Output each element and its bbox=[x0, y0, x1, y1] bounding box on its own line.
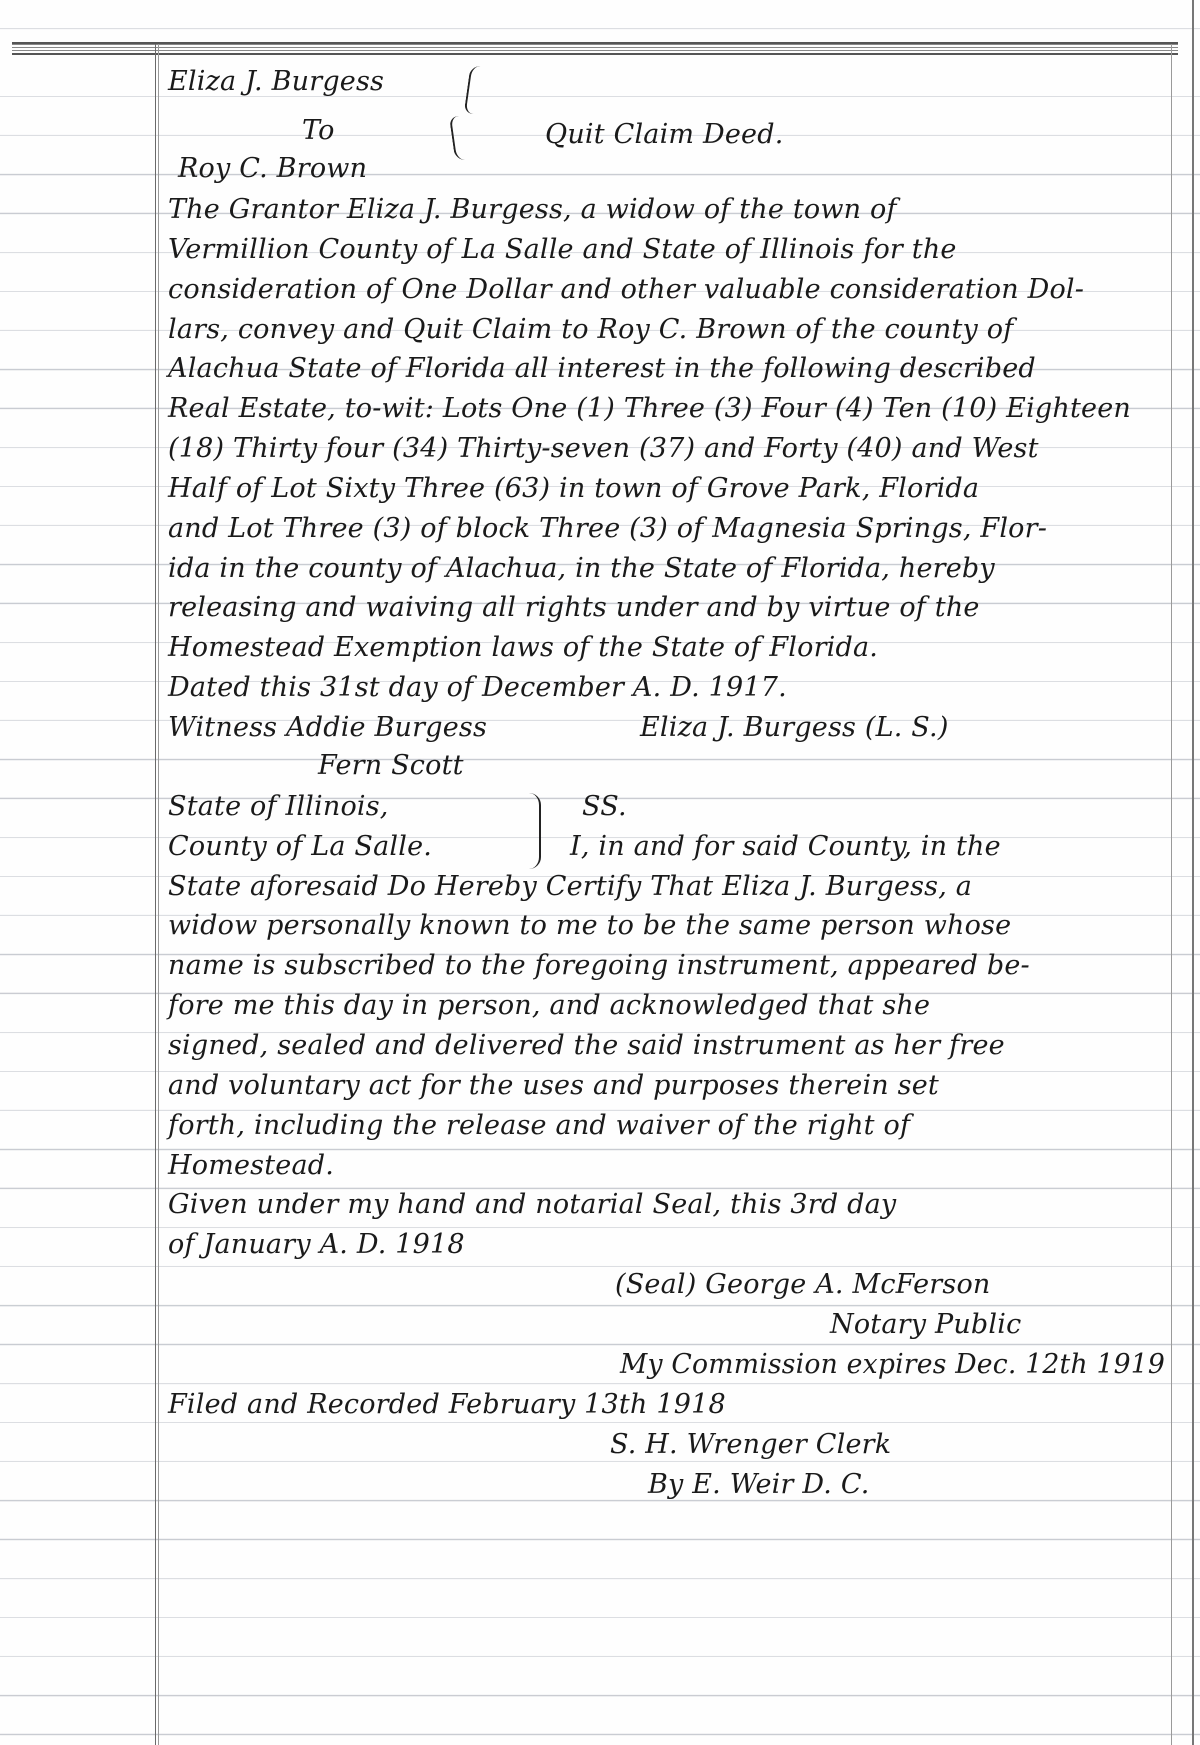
venue-county: County of La Salle. bbox=[168, 831, 433, 862]
grantee-name: Roy C. Brown bbox=[178, 153, 368, 184]
ack-line-3: widow personally known to me to be the same person whose bbox=[168, 910, 1012, 941]
body-line-6: Real Estate, to-wit: Lots One (1) Three (3) Four (4) Ten (10) Eighteen bbox=[168, 393, 1131, 424]
filed-recorded-line: Filed and Recorded February 13th 1918 bbox=[168, 1389, 726, 1420]
body-line-1: The Grantor Eliza J. Burgess, a widow of the town of bbox=[168, 194, 897, 225]
body-line-5: Alachua State of Florida all interest in the following described bbox=[168, 353, 1036, 384]
ack-line-5: fore me this day in person, and acknowledged that she bbox=[168, 990, 931, 1021]
top-rule bbox=[12, 42, 1178, 55]
header-brace-top bbox=[464, 66, 487, 114]
ss-label: SS. bbox=[582, 791, 627, 822]
left-margin-line bbox=[155, 44, 156, 1745]
body-line-10: ida in the county of Alachua, in the State of Florida, hereby bbox=[168, 553, 995, 584]
clerk-signature: S. H. Wrenger Clerk bbox=[610, 1429, 892, 1460]
ack-line-4: name is subscribed to the foregoing instrument, appeared be- bbox=[168, 950, 1030, 981]
ack-line-1: I, in and for said County, in the bbox=[570, 831, 1001, 862]
body-line-11: releasing and waiving all rights under and by virtue of the bbox=[168, 592, 980, 623]
deputy-signature: By E. Weir D. C. bbox=[648, 1469, 870, 1500]
body-line-12: Homestead Exemption laws of the State of Florida. bbox=[168, 632, 879, 663]
venue-state: State of Illinois, bbox=[168, 791, 389, 822]
body-line-7: (18) Thirty four (34) Thirty-seven (37) and Forty (40) and West bbox=[168, 433, 1039, 464]
witness-line: Witness Addie Burgess bbox=[168, 712, 487, 743]
body-line-2: Vermillion County of La Salle and State of Illinois for the bbox=[168, 234, 957, 265]
header-brace-bottom bbox=[449, 116, 471, 160]
body-line-4: lars, convey and Quit Claim to Roy C. Brown of the county of bbox=[168, 314, 1014, 345]
body-line-8: Half of Lot Sixty Three (63) in town of Grove Park, Florida bbox=[168, 473, 980, 504]
deed-type-title: Quit Claim Deed. bbox=[545, 119, 784, 150]
ack-line-9: Homestead. bbox=[168, 1150, 335, 1181]
ack-line-6: signed, sealed and delivered the said instrument as her free bbox=[168, 1030, 1005, 1061]
body-line-3: consideration of One Dollar and other valuable consideration Dol- bbox=[168, 274, 1085, 305]
page-edge bbox=[1192, 0, 1194, 1745]
ack-line-10: Given under my hand and notarial Seal, this 3rd day bbox=[168, 1189, 897, 1220]
right-margin-line bbox=[1171, 44, 1172, 1745]
ack-line-2: State aforesaid Do Hereby Certify That Eliza J. Burgess, a bbox=[168, 871, 973, 902]
ack-line-7: and voluntary act for the uses and purposes therein set bbox=[168, 1070, 939, 1101]
body-line-9: and Lot Three (3) of block Three (3) of Magnesia Springs, Flor- bbox=[168, 513, 1048, 544]
dated-line: Dated this 31st day of December A. D. 1917. bbox=[168, 672, 787, 703]
ack-line-11: of January A. D. 1918 bbox=[168, 1229, 465, 1260]
notary-seal-signature: (Seal) George A. McFerson bbox=[615, 1269, 991, 1300]
notary-title: Notary Public bbox=[830, 1309, 1022, 1340]
grantor-name: Eliza J. Burgess bbox=[168, 66, 385, 97]
notary-commission: My Commission expires Dec. 12th 1919 bbox=[620, 1349, 1166, 1380]
second-witness: Fern Scott bbox=[318, 750, 464, 781]
grantor-signature: Eliza J. Burgess (L. S.) bbox=[640, 712, 949, 743]
venue-bracket bbox=[527, 793, 541, 869]
left-margin-line-inner bbox=[158, 44, 159, 1745]
to-label: To bbox=[302, 115, 335, 146]
ack-line-8: forth, including the release and waiver of the right of bbox=[168, 1110, 911, 1141]
